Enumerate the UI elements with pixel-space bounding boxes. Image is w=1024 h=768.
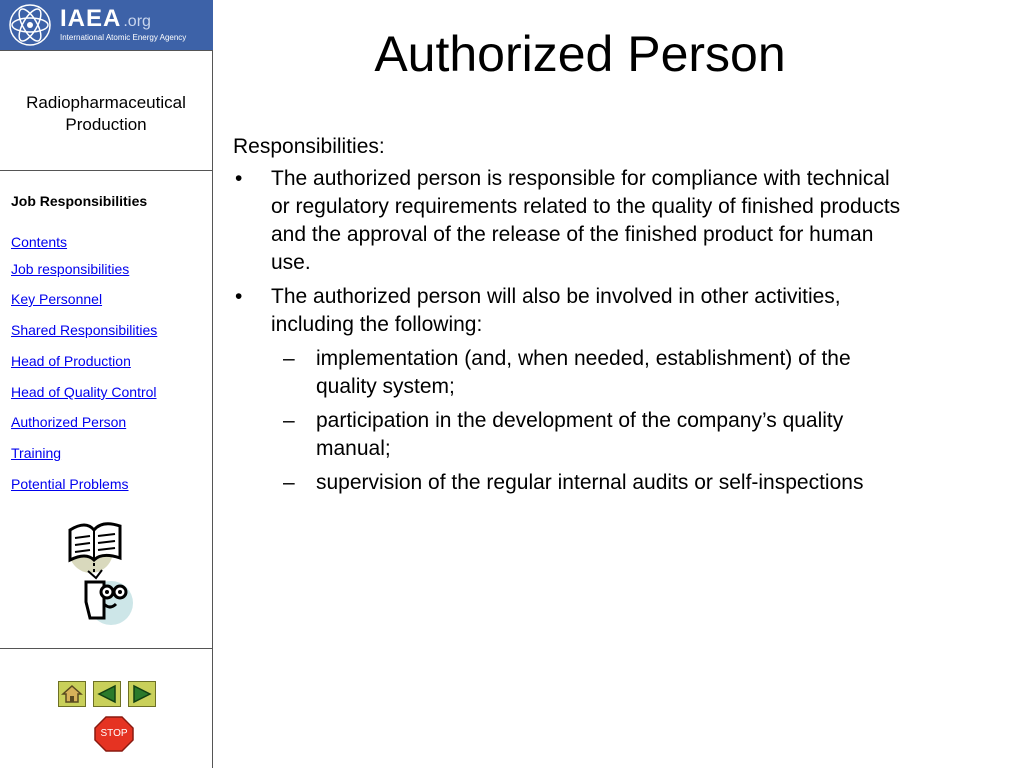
home-icon xyxy=(61,684,83,704)
course-title: Radiopharmaceutical Production xyxy=(26,93,186,134)
nav-link-head-of-production[interactable]: Head of Production xyxy=(11,353,131,369)
logo-brand: IAEA .org xyxy=(60,5,151,32)
forward-button[interactable] xyxy=(128,681,156,707)
home-button[interactable] xyxy=(58,681,86,707)
sub-bullet-marker: – xyxy=(283,347,295,370)
sub-bullet-text: participation in the development of the company’s quality manual; xyxy=(316,409,844,460)
sub-bullet-marker: – xyxy=(283,409,295,432)
back-button[interactable] xyxy=(93,681,121,707)
back-arrow-icon xyxy=(96,684,118,704)
logo-agency: International Atomic Energy Agency xyxy=(60,33,187,42)
divider xyxy=(0,50,212,51)
nav-link-job-responsibilities[interactable]: Job responsibilities xyxy=(11,261,130,277)
bullet-text: The authorized person is responsible for compliance with technical or regulatory requirements related to the quality of finished products and the approval of the release of the finished product for human use. xyxy=(271,167,901,274)
iaea-atom-icon xyxy=(2,0,58,50)
nav-link-shared-responsibilities[interactable]: Shared Responsibilities xyxy=(11,322,158,338)
iaea-logo[interactable] xyxy=(0,0,213,50)
sub-bullet-item xyxy=(233,407,913,463)
nav-link-potential-problems[interactable]: Potential Problems xyxy=(11,476,129,492)
sub-bullet-item xyxy=(233,345,913,401)
slide-title: Authorized Person xyxy=(374,26,786,82)
slide-content xyxy=(233,133,913,503)
nav-link-authorized-person[interactable]: Authorized Person xyxy=(11,414,127,430)
responsibilities-heading: Responsibilities: xyxy=(233,135,385,158)
section-title: Job Responsibilities xyxy=(11,193,148,209)
bullet-item xyxy=(233,283,913,339)
sub-bullet-marker: – xyxy=(283,471,295,494)
divider xyxy=(0,170,212,171)
nav-link-training[interactable]: Training xyxy=(11,445,62,461)
bullet-item xyxy=(233,165,913,277)
divider xyxy=(0,648,212,649)
sub-bullet-text: supervision of the regular internal audits or self-inspections xyxy=(316,471,864,494)
forward-arrow-icon xyxy=(131,684,153,704)
bullet-text: The authorized person will also be involved in other activities, including the following: xyxy=(271,285,841,336)
nav-link-head-of-quality-control[interactable]: Head of Quality Control xyxy=(11,384,157,400)
sub-bullet-item xyxy=(233,469,913,497)
bullet-marker: • xyxy=(235,285,243,308)
sidebar xyxy=(0,0,213,768)
stop-label: STOP xyxy=(100,728,128,739)
sub-bullet-text: implementation (and, when needed, establishment) of the quality system; xyxy=(316,347,851,398)
bullet-marker: • xyxy=(235,167,243,190)
nav-link-key-personnel[interactable]: Key Personnel xyxy=(11,291,103,307)
nav-link-contents[interactable]: Contents xyxy=(11,234,68,250)
book-person-icon xyxy=(64,518,144,633)
